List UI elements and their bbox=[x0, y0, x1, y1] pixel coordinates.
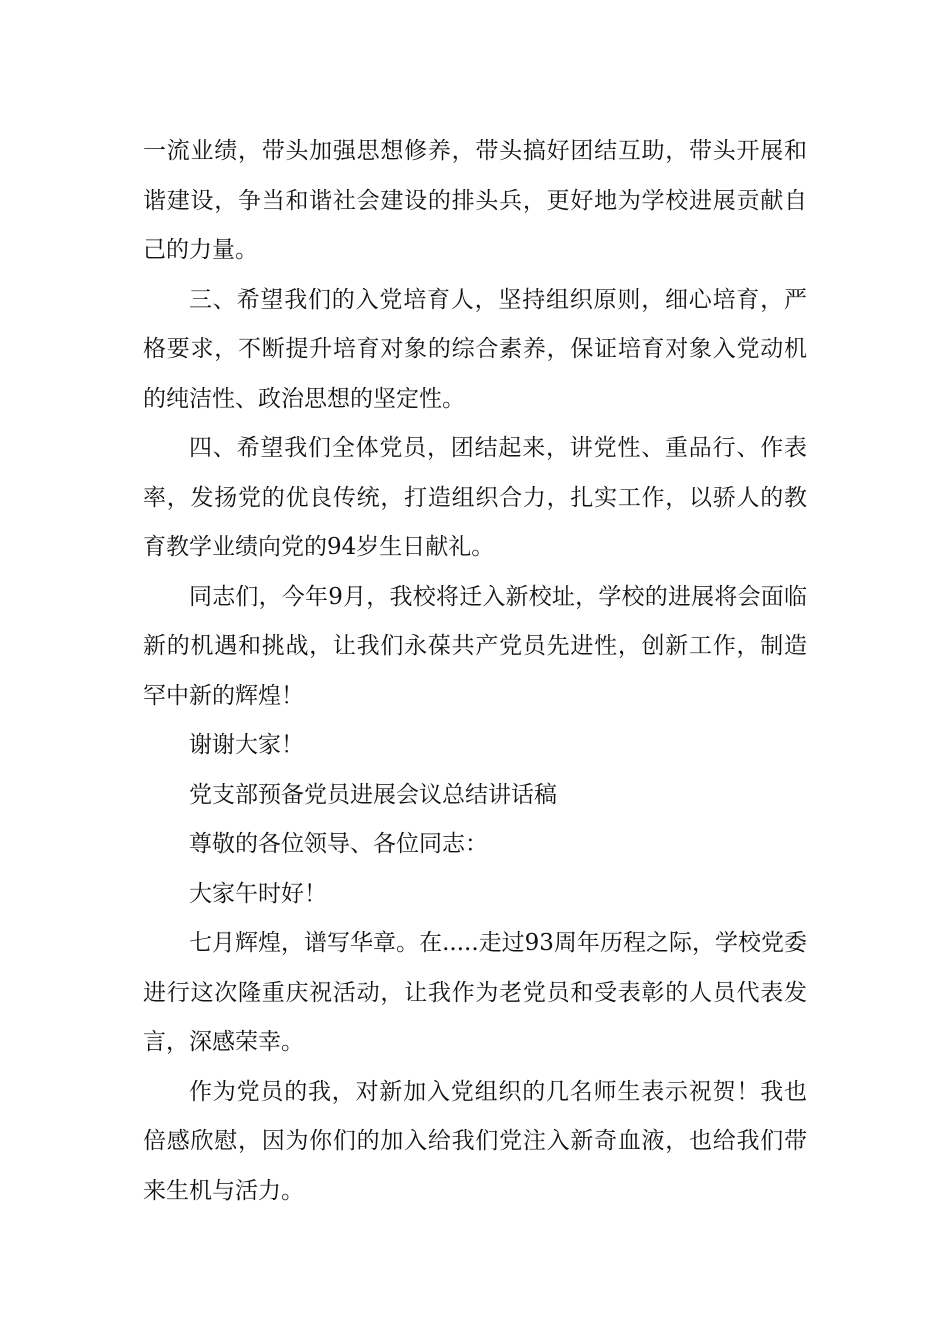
paragraph-comrades: 同志们，今年9月，我校将迁入新校址，学校的进展将会面临新的机遇和挑战，让我们永葆共产党员先进性，创新工作，制造罕中新的辉煌！ bbox=[143, 583, 807, 709]
paragraph-new-members: 作为党员的我，对新加入党组织的几名师生表示祝贺！我也倍感欣慰，因为你们的加入给我们党注入新奇血液，也给我们带来生机与活力。 bbox=[143, 1078, 807, 1204]
paragraph-point-four: 四、希望我们全体党员，团结起来，讲党性、重品行、作表率，发扬党的优良传统，打造组织合力，扎实工作，以骄人的教育教学业绩向党的94岁生日献礼。 bbox=[143, 435, 807, 560]
paragraph-point-three: 三、希望我们的入党培育人，坚持组织原则，细心培育，严格要求，不断提升培育对象的综合素养，保证培育对象入党动机的纯洁性、政治思想的坚定性。 bbox=[143, 286, 807, 412]
greeting: 大家午时好！ bbox=[189, 880, 327, 907]
paragraph-thanks: 谢谢大家！ bbox=[189, 732, 304, 758]
document-body bbox=[143, 127, 807, 1216]
speech-title: 党支部预备党员进展会议总结讲话稿 bbox=[189, 781, 557, 808]
salutation: 尊敬的各位领导、各位同志： bbox=[189, 831, 488, 857]
paragraph-july: 七月辉煌，谱写华章。在.....走过93周年历程之际，学校党委进行这次隆重庆祝活动，让我作为老党员和受表彰的人员代表发言，深感荣幸。 bbox=[143, 930, 807, 1055]
paragraph-continued: 一流业绩，带头加强思想修养，带头搞好团结互助，带头开展和谐建设，争当和谐社会建设的排头兵，更好地为学校进展贡献自己的力量。 bbox=[143, 138, 807, 263]
